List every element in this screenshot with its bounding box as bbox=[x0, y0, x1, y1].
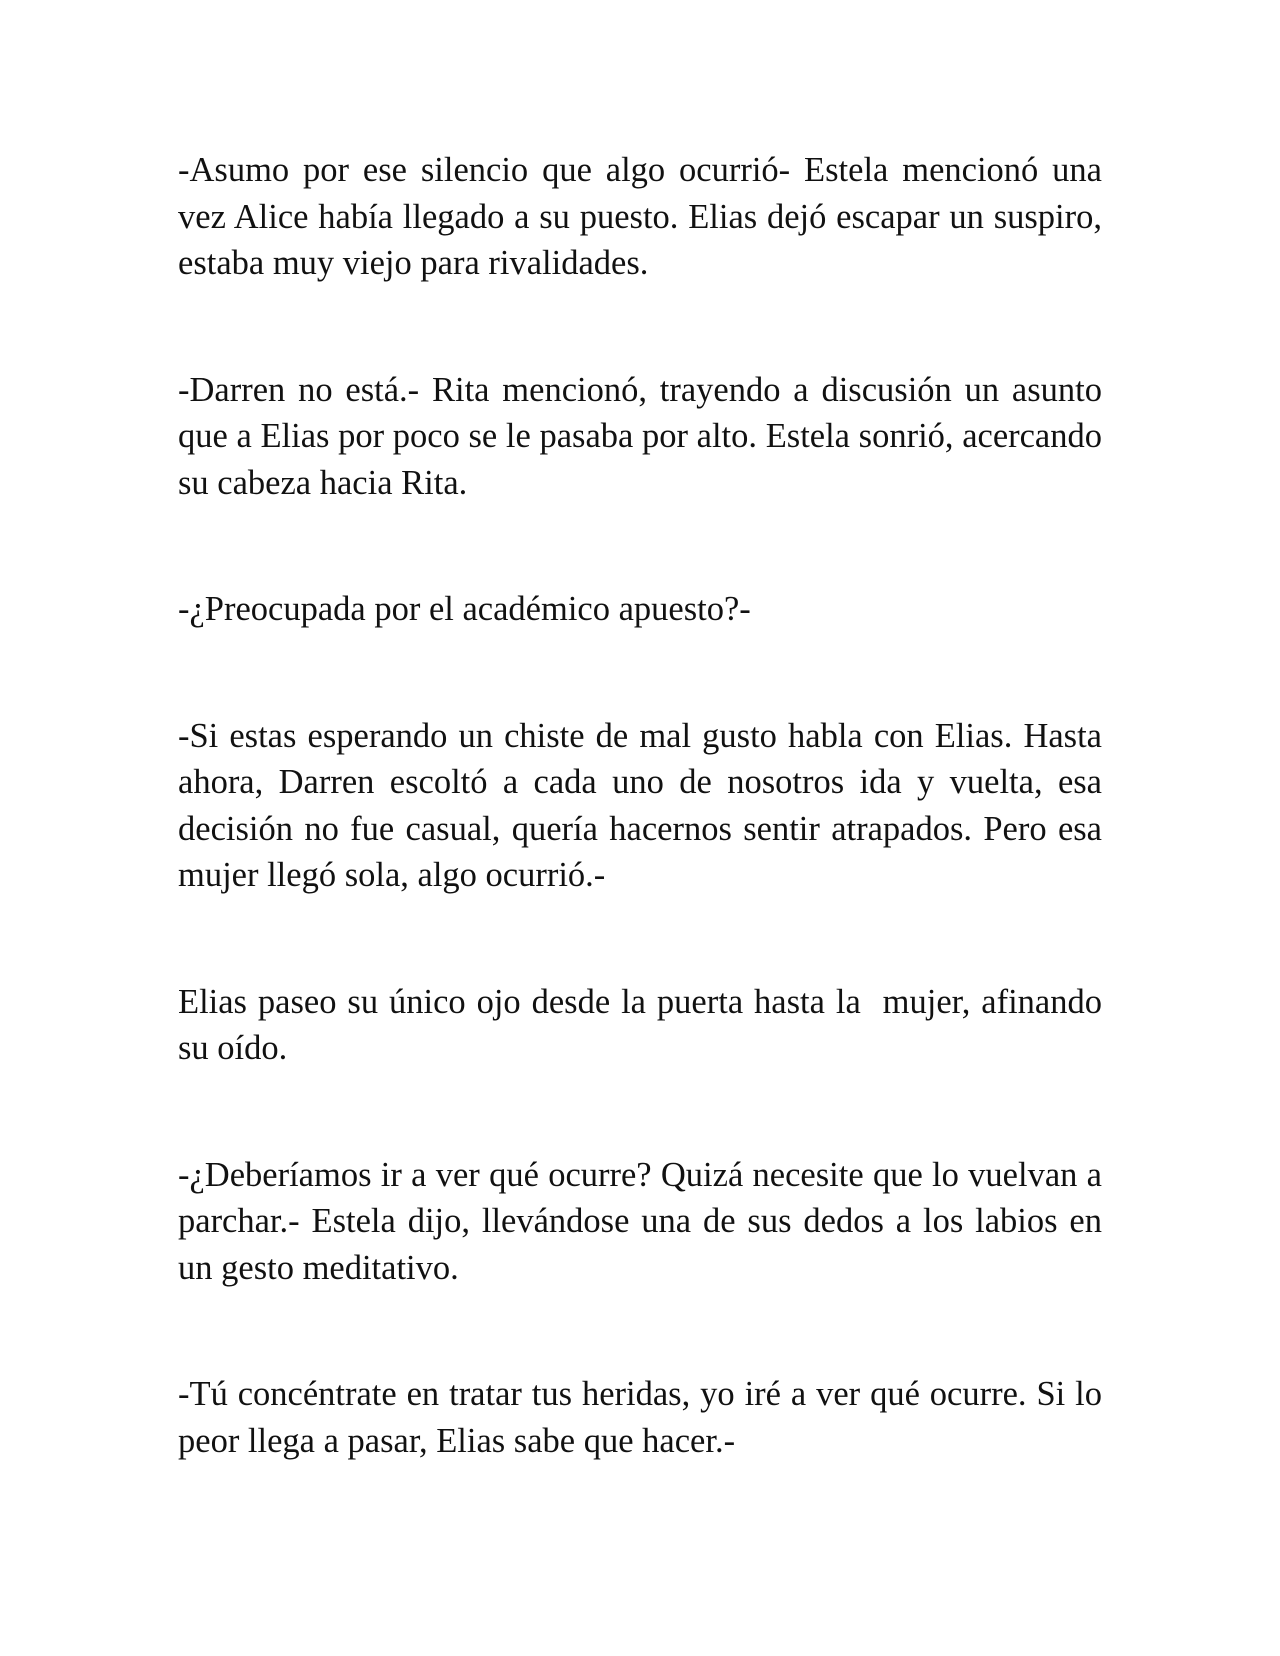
text-body bbox=[178, 147, 1111, 1464]
paragraph: -Tú concéntrate en tratar tus heridas, yo iré a ver qué ocurre. Si lo peor llega a pasar, Elias sabe que hacer.- bbox=[178, 1375, 1102, 1460]
paragraph: -Darren no está.- Rita mencionó, trayendo a discusión un asunto que a Elias por poco se le pasaba por alto. Estela sonrió, acercando su cabeza hacia Rita. bbox=[178, 370, 1102, 502]
paragraph: Elias paseo su único ojo desde la puerta hasta la mujer, afinando su oído. bbox=[178, 982, 1111, 1067]
paragraph: -¿Deberíamos ir a ver qué ocurre? Quizá necesite que lo vuelvan a parchar.- Estela dijo, llevándose una de sus dedos a los labios en un gesto meditativo. bbox=[178, 1155, 1102, 1287]
paragraph: -¿Preocupada por el académico apuesto?- bbox=[178, 590, 751, 628]
paragraph: -Si estas esperando un chiste de mal gusto habla con Elias. Hasta ahora, Darren escoltó a cada uno de nosotros ida y vuelta, esa decisión no fue casual, quería hacernos sentir atrapados. Pero esa mujer llegó sola, algo ocurrió.- bbox=[178, 716, 1102, 894]
paragraph: -Asumo por ese silencio que algo ocurrió- Estela mencionó una vez Alice había llegado a su puesto. Elias dejó escapar un suspiro, estaba muy viejo para rivalidades. bbox=[178, 151, 1102, 282]
